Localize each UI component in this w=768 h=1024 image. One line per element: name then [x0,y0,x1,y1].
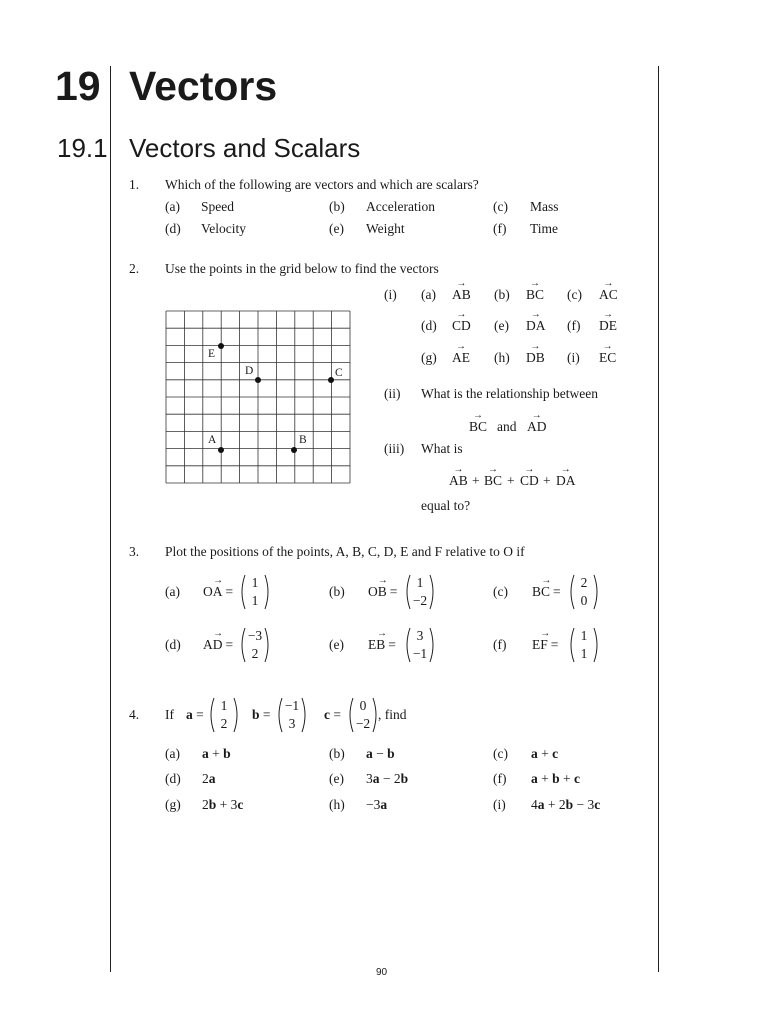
q4-item-expression: a + b [202,746,231,761]
q1-item-text: Speed [201,199,234,214]
vector-arrow-icon: → [530,309,541,320]
q2-rel-vector: → BC [469,410,488,434]
vector-bottom: 1 [580,646,588,661]
q3-text: Plot the positions of the points, A, B, C, D, E and F relative to O if [165,544,525,559]
point-c-dot [328,377,334,383]
q2-part-i-label: (i) [384,287,397,302]
q3-vector: → AD = [203,628,234,652]
point-d-dot [255,377,261,383]
q3-vector: → BC = [532,575,561,599]
q4-item-expression: 2b + 3c [202,797,244,812]
q2-part-ii-text: What is the relationship between [421,386,598,401]
vector-arrow-icon: → [560,464,571,475]
section-number: 19.1 [57,133,108,163]
q4-item-label: (c) [493,746,508,761]
vector-arrow-icon: → [456,341,466,352]
q4-if: If [165,707,174,722]
q1-number: 1. [129,177,140,192]
q4-item-expression: 3a − 2b [366,771,409,786]
q2-rel-vector: → AD [527,410,547,434]
point-e-dot [218,343,224,349]
q3-item-label: (e) [329,637,344,652]
q2-vector: → DA [526,309,546,333]
q2-sum-vector: → DA [556,464,576,488]
q2-vector-label: (h) [494,350,510,365]
vector-bottom: 2 [220,716,228,731]
point-b-label: B [299,434,307,446]
vector-arrow-icon: → [530,341,541,352]
q3-column-vector [403,573,437,611]
vector-arrow-icon: → [603,278,614,289]
q4-column-vector-b [275,696,309,734]
q4-item-label: (b) [329,746,345,761]
q1-item-label: (b) [329,199,345,214]
q1-item-text: Mass [530,199,559,214]
vector-arrow-icon: → [541,575,552,586]
q1-item-label: (f) [493,221,507,236]
q2-vector: → AB [452,278,471,302]
right-margin-rule [658,66,659,972]
vector-top: 3 [416,628,424,643]
q3-column-vector [567,626,601,664]
point-e-label: E [208,348,216,360]
q1-item-text: Weight [366,221,405,236]
q2-vector-label: (i) [567,350,580,365]
q4-column-vector-c [346,696,380,734]
vector-top: −3 [247,628,263,643]
vector-bottom: 0 [580,593,588,608]
q1-item-label: (c) [493,199,508,214]
point-b-dot [291,447,297,453]
q2-vector-label: (c) [567,287,582,302]
q3-item-label: (d) [165,637,181,652]
q2-vector-label: (a) [421,287,436,302]
q3-vector: → OB = [368,575,398,599]
q2-vector: → DE [599,309,617,333]
q2-vector-label: (g) [421,350,437,365]
vector-arrow-icon: → [540,628,551,639]
q3-column-vector [567,573,601,611]
vector-bottom: 1 [251,593,259,608]
point-grid [165,310,351,489]
q1-text: Which of the following are vectors and which are scalars? [165,177,479,192]
q4-item-label: (e) [329,771,344,786]
q2-vector: → DB [526,341,545,365]
vector-bottom: −1 [412,646,428,661]
q1-item-label: (a) [165,199,180,214]
q2-vector-label: (e) [494,318,509,333]
q1-item-label: (e) [329,221,344,236]
q3-column-vector [238,573,272,611]
q3-vector: → OA = [203,575,234,599]
q2-rel-and: and [497,419,517,434]
q2-part-ii-label: (ii) [384,386,401,401]
vector-bottom: −2 [355,716,371,731]
vector-arrow-icon: → [456,309,467,320]
chapter-title: Vectors [129,63,278,109]
q2-sum-plus: + [472,473,480,488]
vector-arrow-icon: → [213,575,224,586]
q3-item-label: (b) [329,584,345,599]
q4-item-expression: a + c [531,746,559,761]
q3-item-label: (f) [493,637,507,652]
chapter-number: 19 [55,63,101,109]
vector-top: 1 [416,575,424,590]
vector-top: 0 [359,698,367,713]
vector-top: 2 [580,575,588,590]
vector-arrow-icon: → [213,628,224,639]
q2-vector-label: (d) [421,318,437,333]
q3-vector: → EF = [532,628,559,652]
q4-item-label: (i) [493,797,506,812]
vector-top: −1 [284,698,300,713]
q2-vector: → AC [599,278,618,302]
q4-item-expression: 2a [202,771,216,786]
q4-number: 4. [129,707,140,722]
q4-find: , find [378,707,407,722]
vector-top: 1 [580,628,588,643]
vector-arrow-icon: → [376,628,387,639]
q4-item-expression: −3a [366,797,388,812]
q3-column-vector [403,626,437,664]
vector-bottom: 3 [288,716,296,731]
point-d-label: D [245,365,254,377]
q3-number: 3. [129,544,140,559]
page-number: 90 [376,967,388,978]
vector-arrow-icon: → [530,278,540,289]
vector-arrow-icon: → [603,309,613,320]
q4-item-label: (f) [493,771,507,786]
vector-arrow-icon: → [531,410,542,421]
q4-vector-name-c: c = [324,707,341,722]
q2-vector: → CD [452,309,471,333]
q1-item-label: (d) [165,221,181,236]
vector-bottom: −2 [412,593,428,608]
vector-arrow-icon: → [488,464,498,475]
vector-top: 1 [251,575,259,590]
vector-arrow-icon: → [473,410,483,421]
vector-arrow-icon: → [377,575,388,586]
q2-vector-label: (b) [494,287,510,302]
vector-arrow-icon: → [524,464,535,475]
q4-column-vector-a [207,696,241,734]
q3-item-label: (c) [493,584,508,599]
q1-item-text: Time [530,221,559,236]
q2-equal-to: equal to? [421,498,471,513]
q3-column-vector [238,626,272,664]
vector-bottom: 2 [251,646,259,661]
q4-item-expression: a − b [366,746,395,761]
point-a-label: A [208,434,217,446]
q4-vector-name-b: b = [252,707,271,722]
q3-vector: → EB = [368,628,396,652]
q2-text: Use the points in the grid below to find the vectors [165,261,439,276]
q4-item-label: (d) [165,771,181,786]
q1-item-text: Velocity [201,221,246,236]
q4-item-label: (h) [329,797,345,812]
vector-top: 1 [220,698,228,713]
q2-part-iii-text: What is [421,441,463,456]
q2-sum-plus: + [543,473,551,488]
q2-vector: → BC [526,278,545,302]
header-divider-rule [110,66,111,972]
q4-item-expression: 4a + 2b − 3c [531,797,601,812]
q2-sum-vector: → AB [449,464,468,488]
point-a-dot [218,447,224,453]
section-title: Vectors and Scalars [129,133,361,163]
q4-item-label: (g) [165,797,181,812]
vector-arrow-icon: → [453,464,464,475]
q2-number: 2. [129,261,140,276]
q2-part-iii-label: (iii) [384,441,405,456]
q3-item-label: (a) [165,584,180,599]
q2-vector: → AE [452,341,470,365]
q4-vector-name-a: a = [186,707,204,722]
q4-item-label: (a) [165,746,180,761]
q2-sum-vector: → BC [484,464,503,488]
q2-sum-plus: + [507,473,515,488]
vector-arrow-icon: → [456,278,467,289]
q2-vector: → EC [599,341,617,365]
q2-sum-vector: → CD [520,464,539,488]
q1-item-text: Acceleration [366,199,435,214]
point-c-label: C [335,367,343,379]
q2-vector-label: (f) [567,318,581,333]
grid-lines [165,310,351,484]
vector-arrow-icon: → [602,341,613,352]
q4-item-expression: a + b + c [531,771,581,786]
